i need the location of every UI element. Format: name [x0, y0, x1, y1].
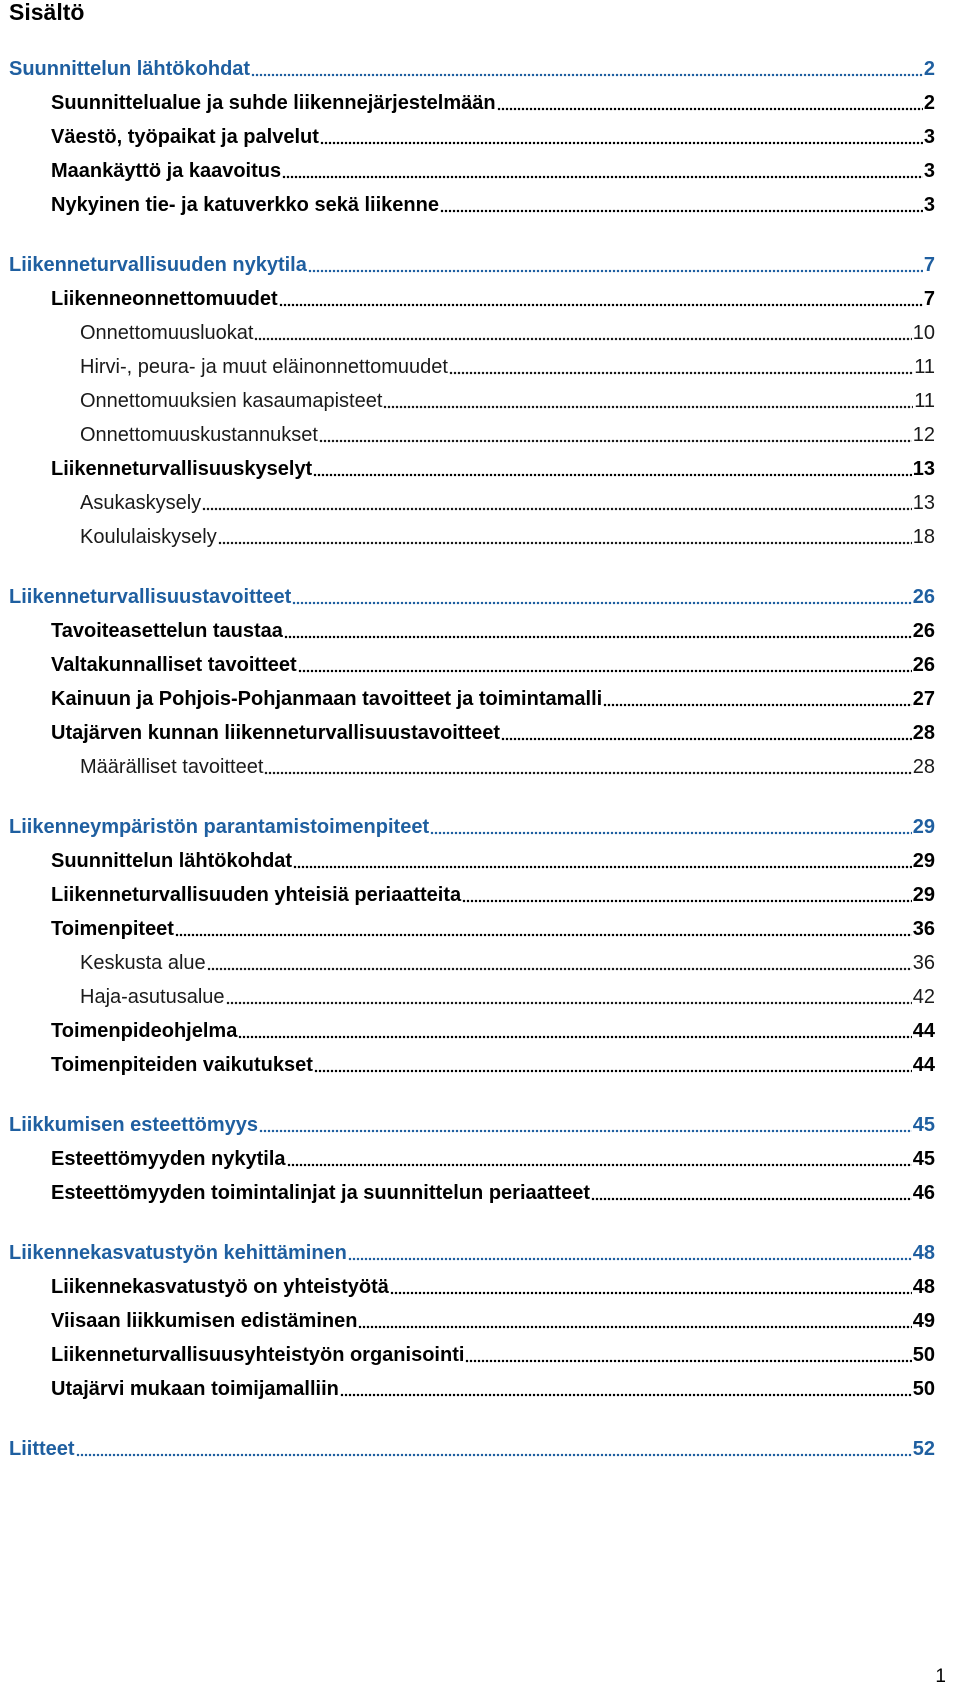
toc-entry[interactable] — [0, 950, 935, 976]
toc-entry-title: Toimenpiteiden vaikutukset — [51, 1054, 313, 1076]
toc-dot-leader — [358, 1309, 911, 1329]
toc-dot-leader — [284, 619, 912, 639]
toc-entry-page: 13 — [912, 458, 935, 480]
toc-dot-leader — [298, 653, 912, 673]
toc-entry-page: 50 — [912, 1378, 935, 1400]
toc-entry[interactable] — [0, 1274, 935, 1300]
toc-entry-title: Asukaskysely — [80, 492, 202, 514]
toc-entry-page: 45 — [912, 1114, 935, 1136]
toc-entry-page: 42 — [912, 986, 935, 1008]
toc-entry[interactable] — [0, 354, 935, 380]
toc-entry-title: Esteettömyyden nykytila — [51, 1148, 286, 1170]
toc-dot-leader — [320, 125, 923, 145]
toc-dot-leader — [264, 755, 911, 775]
toc-entry[interactable] — [0, 618, 935, 644]
toc-entry-title: Maankäyttö ja kaavoitus — [51, 160, 282, 182]
toc-entry-title: Valtakunnalliset tavoitteet — [51, 654, 297, 676]
toc-entry[interactable] — [0, 422, 935, 448]
toc-dot-leader — [282, 159, 923, 179]
toc-entry[interactable] — [0, 490, 935, 516]
toc-dot-leader — [462, 883, 912, 903]
toc-dot-leader — [287, 1147, 912, 1167]
toc-entry-title: Määrälliset tavoitteet — [80, 756, 264, 778]
toc-entry-page: 49 — [912, 1310, 935, 1332]
toc-entry-title: Liikennekasvatustyö on yhteistyötä — [51, 1276, 389, 1298]
toc-entry[interactable] — [0, 252, 935, 278]
toc-entry-page: 26 — [912, 654, 935, 676]
toc-entry-title: Kainuun ja Pohjois-Pohjanmaan tavoitteet ja toimintamalli — [51, 688, 603, 710]
toc-entry[interactable] — [0, 848, 935, 874]
toc-dot-leader — [207, 951, 912, 971]
toc-entry[interactable] — [0, 1146, 935, 1172]
toc-dot-leader — [390, 1275, 912, 1295]
toc-entry-page: 2 — [923, 58, 935, 80]
toc-entry-title: Koululaiskysely — [80, 526, 217, 548]
toc-dot-leader — [497, 91, 923, 111]
toc-entry-title: Liikenneturvallisuustavoitteet — [9, 586, 292, 608]
toc-entry-title: Hirvi-, peura- ja muut eläinonnettomuudet — [80, 356, 448, 378]
toc-dot-leader — [259, 1113, 912, 1133]
toc-entry[interactable] — [0, 388, 935, 414]
toc-entry-title: Viisaan liikkumisen edistäminen — [51, 1310, 358, 1332]
toc-dot-leader — [603, 687, 912, 707]
toc-entry[interactable] — [0, 456, 935, 482]
toc-entry-title: Onnettomuusluokat — [80, 322, 254, 344]
toc-entry[interactable] — [0, 56, 935, 82]
toc-dot-leader — [449, 355, 913, 375]
toc-entry-title: Onnettomuuskustannukset — [80, 424, 318, 446]
toc-entry-title: Liikkumisen esteettömyys — [9, 1114, 258, 1136]
toc-entry-title: Onnettomuuksien kasaumapisteet — [80, 390, 383, 412]
toc-entry-title: Toimenpiteet — [51, 918, 174, 940]
toc-entry-title: Tavoiteasettelun taustaa — [51, 620, 283, 642]
toc-entry-page: 28 — [912, 756, 935, 778]
toc-dot-leader — [238, 1019, 911, 1039]
toc-entry-page: 52 — [912, 1438, 935, 1460]
toc-entry[interactable] — [0, 652, 935, 678]
toc-entry-page: 26 — [912, 620, 935, 642]
toc-entry-page: 45 — [912, 1148, 935, 1170]
toc-entry-title: Väestö, työpaikat ja palvelut — [51, 126, 319, 148]
toc-entry[interactable] — [0, 1112, 935, 1138]
toc-entry-title: Liikenneturvallisuusyhteistyön organisointi — [51, 1344, 465, 1366]
toc-entry-page: 7 — [923, 288, 935, 310]
toc-entry[interactable] — [0, 1376, 935, 1402]
toc-entry[interactable] — [0, 192, 935, 218]
toc-dot-leader — [348, 1241, 912, 1261]
toc-entry[interactable] — [0, 1240, 935, 1266]
toc-entry-page: 29 — [912, 850, 935, 872]
toc-dot-leader — [226, 985, 912, 1005]
toc-entry-page: 48 — [912, 1242, 935, 1264]
toc-dot-leader — [254, 321, 911, 341]
toc-entry-title: Utajärvi mukaan toimijamalliin — [51, 1378, 339, 1400]
toc-entry-title: Liikenneympäristön parantamistoimenpiteet — [9, 816, 430, 838]
toc-entry-page: 36 — [912, 918, 935, 940]
toc-dot-leader — [292, 585, 911, 605]
toc-entry-page: 28 — [912, 722, 935, 744]
toc-entry-title: Liikennekasvatustyön kehittäminen — [9, 1242, 347, 1264]
toc-dot-leader — [465, 1343, 911, 1363]
toc-dot-leader — [218, 525, 912, 545]
toc-entry-page: 46 — [912, 1182, 935, 1204]
toc-dot-leader — [440, 193, 923, 213]
toc-dot-leader — [314, 1053, 912, 1073]
toc-entry-page: 27 — [912, 688, 935, 710]
toc-entry[interactable] — [0, 882, 935, 908]
toc-entry[interactable] — [0, 1308, 935, 1334]
toc-dot-leader — [279, 287, 923, 307]
toc-entry-page: 7 — [923, 254, 935, 276]
toc-entry-page: 36 — [912, 952, 935, 974]
toc-entry[interactable] — [0, 286, 935, 312]
toc-entry-page: 26 — [912, 586, 935, 608]
toc-dot-leader — [591, 1181, 912, 1201]
toc-dot-leader — [293, 849, 912, 869]
toc-entry[interactable] — [0, 90, 935, 116]
toc-dot-leader — [340, 1377, 912, 1397]
toc-entry[interactable] — [0, 814, 935, 840]
toc-dot-leader — [76, 1437, 912, 1457]
toc-dot-leader — [430, 815, 912, 835]
toc-entry-page: 29 — [912, 884, 935, 906]
toc-entry[interactable] — [0, 720, 935, 746]
toc-entry[interactable] — [0, 984, 935, 1010]
toc-entry-page: 13 — [912, 492, 935, 514]
toc-entry[interactable] — [0, 1018, 935, 1044]
toc-dot-leader — [313, 457, 912, 477]
toc-entry-title: Utajärven kunnan liikenneturvallisuustavoitteet — [51, 722, 501, 744]
toc-entry-title: Liikenneturvallisuuskyselyt — [51, 458, 313, 480]
toc-entry-title: Toimenpideohjelma — [51, 1020, 238, 1042]
toc-entry-title: Suunnittelun lähtökohdat — [51, 850, 293, 872]
toc-dot-leader — [383, 389, 913, 409]
toc-dot-leader — [319, 423, 912, 443]
toc-dot-leader — [501, 721, 912, 741]
toc-entry-title: Liikenneturvallisuuden yhteisiä periaatteita — [51, 884, 462, 906]
toc-entry-page: 11 — [914, 390, 935, 412]
toc-entry[interactable] — [0, 524, 935, 550]
toc-entry[interactable] — [0, 916, 935, 942]
toc-entry-title: Liikenneonnettomuudet — [51, 288, 278, 310]
toc-entry[interactable] — [0, 1342, 935, 1368]
toc-entry-page: 48 — [912, 1276, 935, 1298]
toc-entry-title: Suunnittelualue ja suhde liikennejärjestelmään — [51, 92, 496, 114]
toc-entry[interactable] — [0, 158, 935, 184]
toc-entry[interactable] — [0, 754, 935, 780]
toc-entry-page: 2 — [923, 92, 935, 114]
toc-entry-page: 44 — [912, 1054, 935, 1076]
page-number: 1 — [935, 1666, 946, 1687]
toc-entry[interactable] — [0, 1180, 935, 1206]
toc-entry-page: 18 — [912, 526, 935, 548]
toc-entry-page: 44 — [912, 1020, 935, 1042]
toc-entry[interactable] — [0, 1436, 935, 1462]
toc-entry[interactable] — [0, 124, 935, 150]
toc-dot-leader — [308, 253, 923, 273]
toc-entry-page: 3 — [923, 194, 935, 216]
toc-entry[interactable] — [0, 584, 935, 610]
toc-entry-page: 10 — [912, 322, 935, 344]
toc-entry-title: Keskusta alue — [80, 952, 206, 974]
toc-entry-page: 12 — [912, 424, 935, 446]
toc-entry-title: Haja-asutusalue — [80, 986, 225, 1008]
toc-entry-page: 3 — [923, 126, 935, 148]
toc-entry[interactable] — [0, 320, 935, 346]
toc-entry-page: 11 — [914, 356, 935, 378]
toc-entry[interactable] — [0, 1052, 935, 1078]
page-title: Sisältö — [9, 0, 85, 25]
toc-entry-page: 50 — [912, 1344, 935, 1366]
toc-entry-title: Nykyinen tie- ja katuverkko sekä liikenne — [51, 194, 439, 216]
toc-dot-leader — [202, 491, 912, 511]
toc-entry-title: Suunnittelun lähtökohdat — [9, 58, 251, 80]
toc-entry-title: Liitteet — [9, 1438, 75, 1460]
toc-entry-page: 29 — [912, 816, 935, 838]
toc-dot-leader — [175, 917, 912, 937]
toc-dot-leader — [251, 57, 923, 77]
toc-entry-title: Esteettömyyden toimintalinjat ja suunnittelun periaatteet — [51, 1182, 590, 1204]
toc-entry-page: 3 — [923, 160, 935, 182]
toc-entry[interactable] — [0, 686, 935, 712]
toc-entry-title: Liikenneturvallisuuden nykytila — [9, 254, 307, 276]
